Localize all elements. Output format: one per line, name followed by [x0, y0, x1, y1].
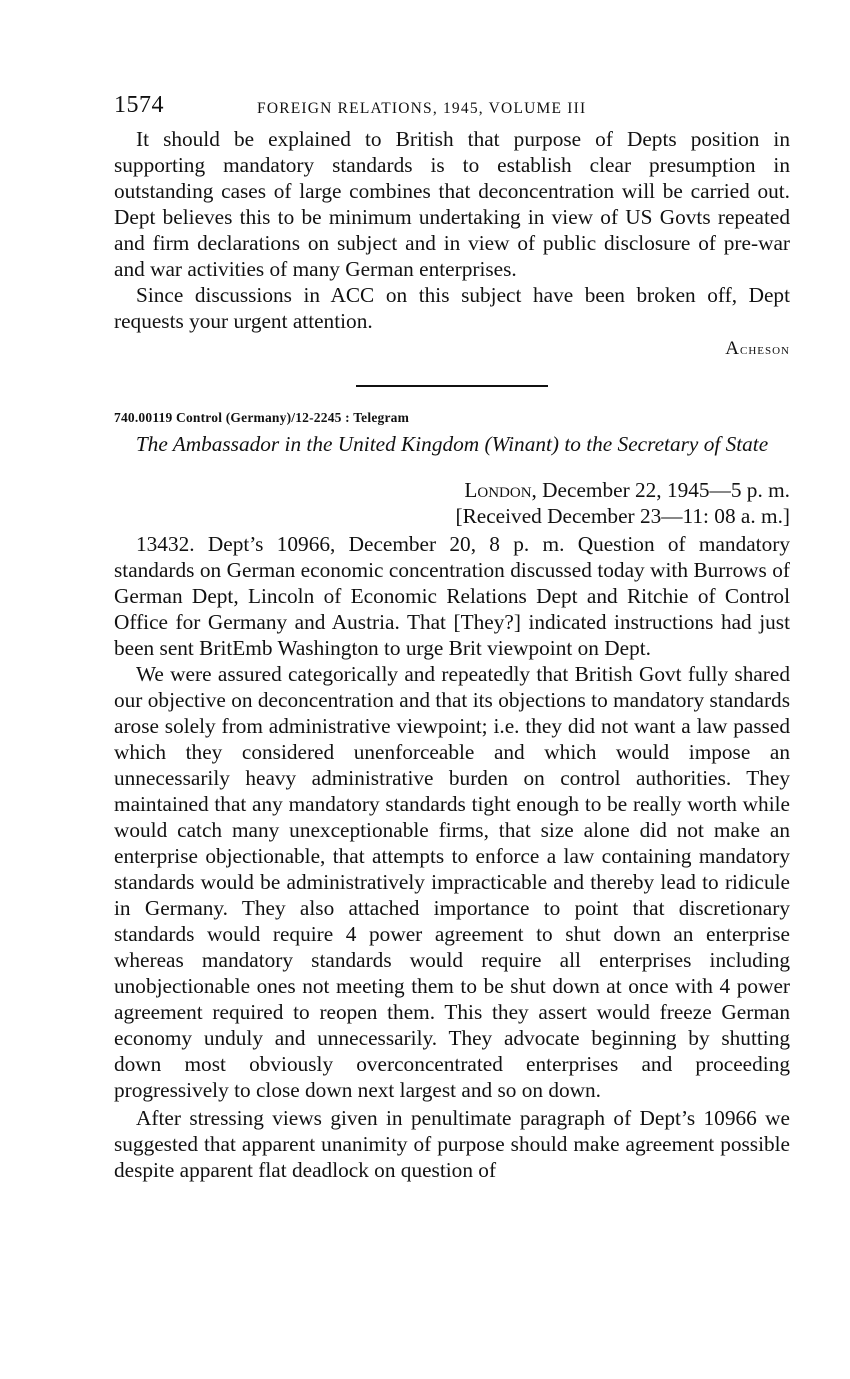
running-head	[114, 90, 790, 126]
body-paragraph: After stressing views given in penultimate paragraph of Dept’s 10966 we suggested that apparent unanimity of purpose should make agreement possible despite apparent flat deadlock on question of	[114, 1106, 790, 1182]
page-number: 1574	[114, 92, 164, 118]
document-title: The Ambassador in the United Kingdom (Winant) to the Secretary of State	[135, 432, 769, 456]
section-divider	[356, 385, 548, 387]
dateline-sent	[114, 477, 790, 503]
body-paragraph: We were assured categorically and repeatedly that British Govt fully shared our objective on deconcentration and that its objections to mandatory standards arose solely from administrative viewpoint; i.e. they did not want a law passed which they considered unenforceable and which would impose an unnecessarily heavy administrative burden on control authorities. They maintained that any mandatory standards tight enough to be really worth while would catch many unexceptionable firms, that size alone did not make an enterprise objectionable, that attempts to enforce a law containing mandatory standards would be administratively impracticable and thereby lead to ridicule in Germany. They also attached importance to point that discretionary standards would require 4 power agreement to shut down an enterprise whereas mandatory standards would require all enterprises including unobjectionable ones not meeting them to be shut down at once with 4 power agreement required to reopen them. This they assert would freeze German economy unduly and unnecessarily. They advocate beginning by shutting down most obviously overconcentrated enterprises and proceeding progressively to close down next largest and so on down.	[114, 662, 790, 1102]
dateline	[114, 477, 790, 529]
running-title: FOREIGN RELATIONS, 1945, VOLUME III	[257, 100, 587, 117]
telegram-body	[114, 531, 790, 1183]
dateline-received: [Received December 23—11: 08 a. m.]	[455, 504, 790, 528]
dateline-date: , December 22, 1945—5 p. m.	[531, 478, 790, 502]
file-number: 740.00119 Control (Germany)/12-2245 : Telegram	[114, 410, 410, 425]
dateline-place: London	[464, 478, 532, 502]
signature: Acheson	[725, 338, 790, 359]
body-paragraph: Since discussions in ACC on this subject have been broken off, Dept requests your urgent attention.	[114, 283, 790, 333]
body-paragraph: It should be explained to British that purpose of Depts position in supporting mandatory standards is to establish clear presumption in outstanding cases of large combines that deconcentration will be carried out. Dept believes this to be minimum undertaking in view of US Govts repeated and firm declarations on subject and in view of public disclosure of pre-war and war activities of many German enterprises.	[114, 127, 790, 281]
body-paragraph: 13432. Dept’s 10966, December 20, 8 p. m. Question of mandatory standards on German economic concentration discussed today with Burrows of German Dept, Lincoln of Economic Relations Dept and Ritchie of Control Office for Germany and Austria. That [They?] indicated instructions had just been sent BritEmb Washington to urge Brit viewpoint on Dept.	[114, 532, 790, 660]
document-page	[114, 90, 790, 1183]
